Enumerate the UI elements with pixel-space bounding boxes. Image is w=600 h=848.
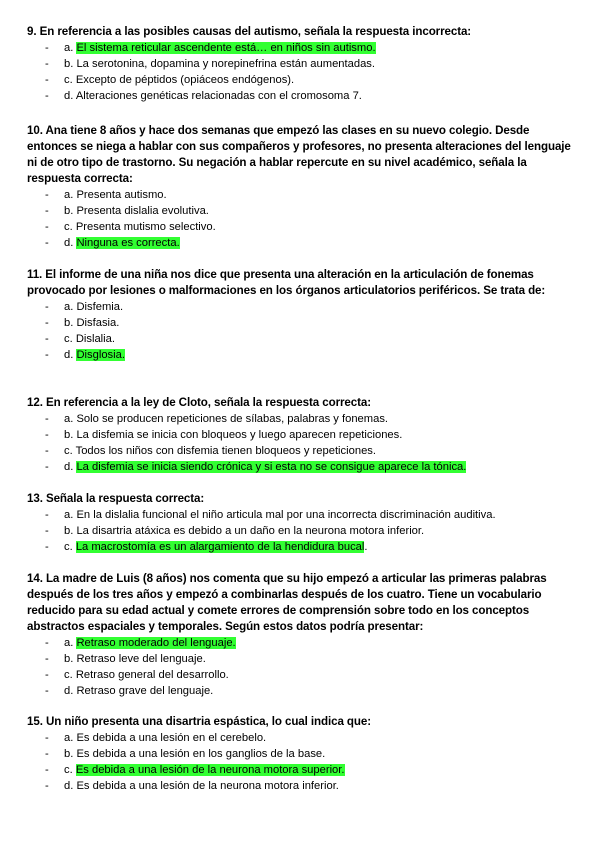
option-letter: c. bbox=[64, 445, 73, 457]
option-d bbox=[27, 235, 575, 251]
option-letter: a. bbox=[64, 189, 74, 201]
option-letter: b. bbox=[64, 653, 74, 665]
option-d bbox=[27, 459, 575, 475]
bullet-dash: - bbox=[45, 525, 49, 537]
option-a bbox=[27, 187, 575, 203]
option-a bbox=[27, 299, 575, 315]
question-stem: 10. Ana tiene 8 años y hace dos semanas que empezó las clases en su nuevo colegio. Desde entonces se niega a hablar con sus compañeros y profesores, no presenta alteraciones del lenguaje ni de otro tipo de trastorno. Su negación a hablar repercute en su nivel académico, señala la respuesta correcta: bbox=[27, 124, 571, 185]
bullet-dash: - bbox=[45, 317, 49, 329]
option-a bbox=[27, 730, 575, 746]
question-stem: 9. En referencia a las posibles causas del autismo, señala la respuesta incorrecta: bbox=[27, 25, 472, 38]
option-c bbox=[27, 762, 575, 778]
bullet-dash: - bbox=[45, 90, 49, 102]
bullet-dash: - bbox=[45, 429, 49, 441]
bullet-dash: - bbox=[45, 349, 49, 361]
option-letter: a. bbox=[64, 301, 74, 313]
option-text: Todos los niños con disfemia tienen bloqueos y repeticiones. bbox=[75, 445, 376, 457]
bullet-dash: - bbox=[45, 541, 49, 553]
bullet-dash: - bbox=[45, 732, 49, 744]
question-stem: 14. La madre de Luis (8 años) nos comenta que su hijo empezó a articular las primeras palabras después de los tres años y empezó a combinarlas después de los cuatro. Tiene un vocabulario reducido para su edad actual y comete errores de comprensión sobre todo en los conceptos abstractos espaciales y temporales. Según estos datos podría presentar: bbox=[27, 572, 547, 633]
option-text: Retraso leve del lenguaje. bbox=[76, 653, 206, 665]
option-d bbox=[27, 347, 575, 363]
option-text: La disfemia se inicia siendo crónica y si esta no se consigue aparece la tónica. bbox=[76, 461, 467, 473]
option-b bbox=[27, 523, 575, 539]
option-letter: c. bbox=[64, 333, 73, 345]
question-13 bbox=[27, 491, 575, 555]
bullet-dash: - bbox=[45, 780, 49, 792]
bullet-dash: - bbox=[45, 333, 49, 345]
question-stem: 11. El informe de una niña nos dice que presenta una alteración en la articulación de fonemas provocado por lesiones o malformaciones en los órganos articulatorios periféricos. Se trata de: bbox=[27, 268, 546, 297]
option-text: Ninguna es correcta. bbox=[76, 237, 180, 249]
options-list bbox=[27, 40, 575, 104]
bullet-dash: - bbox=[45, 685, 49, 697]
options-list bbox=[27, 411, 575, 475]
option-letter: b. bbox=[64, 205, 74, 217]
option-d bbox=[27, 683, 575, 699]
option-d bbox=[27, 88, 575, 104]
option-text: El sistema reticular ascendente está… en niños sin autismo. bbox=[76, 42, 376, 54]
option-letter: a. bbox=[64, 509, 74, 521]
option-b bbox=[27, 651, 575, 667]
bullet-dash: - bbox=[45, 764, 49, 776]
option-a bbox=[27, 507, 575, 523]
option-letter: a. bbox=[64, 637, 74, 649]
bullet-dash: - bbox=[45, 669, 49, 681]
option-letter: d. bbox=[64, 237, 74, 249]
option-text: Disfasia. bbox=[76, 317, 120, 329]
option-letter: a. bbox=[64, 732, 74, 744]
option-text: Dislalia. bbox=[75, 333, 115, 345]
option-a bbox=[27, 635, 575, 651]
question-15 bbox=[27, 714, 575, 794]
option-letter: b. bbox=[64, 429, 74, 441]
question-12 bbox=[27, 395, 575, 475]
option-letter: c. bbox=[64, 74, 73, 86]
option-letter: d. bbox=[64, 349, 74, 361]
option-suffix: . bbox=[364, 541, 368, 553]
options-list bbox=[27, 635, 575, 699]
option-letter: b. bbox=[64, 58, 74, 70]
option-text: La serotonina, dopamina y norepinefrina están aumentadas. bbox=[76, 58, 375, 70]
options-list bbox=[27, 299, 575, 363]
option-text: Excepto de péptidos (opiáceos endógenos). bbox=[75, 74, 295, 86]
option-text: Alteraciones genéticas relacionadas con el cromosoma 7. bbox=[75, 90, 362, 102]
option-letter: d. bbox=[64, 685, 74, 697]
option-a bbox=[27, 40, 575, 56]
options-list bbox=[27, 187, 575, 251]
question-stem: 15. Un niño presenta una disartria espástica, lo cual indica que: bbox=[27, 715, 371, 728]
option-a bbox=[27, 411, 575, 427]
bullet-dash: - bbox=[45, 653, 49, 665]
bullet-dash: - bbox=[45, 221, 49, 233]
option-letter: b. bbox=[64, 525, 74, 537]
option-letter: b. bbox=[64, 317, 74, 329]
option-text: Presenta dislalia evolutiva. bbox=[76, 205, 209, 217]
options-list bbox=[27, 507, 575, 555]
option-text: Es debida a una lesión de la neurona motora inferior. bbox=[76, 780, 339, 792]
options-list bbox=[27, 730, 575, 794]
bullet-dash: - bbox=[45, 74, 49, 86]
bullet-dash: - bbox=[45, 509, 49, 521]
question-stem: 13. Señala la respuesta correcta: bbox=[27, 492, 205, 505]
option-text: Retraso general del desarrollo. bbox=[75, 669, 229, 681]
option-text: Solo se producen repeticiones de sílabas, palabras y fonemas. bbox=[76, 413, 389, 425]
bullet-dash: - bbox=[45, 461, 49, 473]
option-text: La disfemia se inicia con bloqueos y luego aparecen repeticiones. bbox=[76, 429, 403, 441]
question-10 bbox=[27, 123, 575, 251]
option-text: En la dislalia funcional el niño articula mal por una incorrecta discriminación auditiva. bbox=[76, 509, 496, 521]
question-14 bbox=[27, 571, 575, 699]
option-text: Es debida a una lesión de la neurona motora superior. bbox=[75, 764, 345, 776]
bullet-dash: - bbox=[45, 42, 49, 54]
option-c bbox=[27, 72, 575, 88]
bullet-dash: - bbox=[45, 413, 49, 425]
bullet-dash: - bbox=[45, 301, 49, 313]
option-letter: b. bbox=[64, 748, 74, 760]
option-letter: a. bbox=[64, 413, 74, 425]
option-b bbox=[27, 315, 575, 331]
option-letter: a. bbox=[64, 42, 74, 54]
option-c bbox=[27, 667, 575, 683]
question-11 bbox=[27, 267, 575, 363]
option-text: Disglosia. bbox=[76, 349, 125, 361]
option-b bbox=[27, 203, 575, 219]
question-9 bbox=[27, 24, 575, 104]
option-d bbox=[27, 778, 575, 794]
option-text: Presenta autismo. bbox=[76, 189, 167, 201]
bullet-dash: - bbox=[45, 205, 49, 217]
option-c bbox=[27, 539, 575, 555]
bullet-dash: - bbox=[45, 748, 49, 760]
option-b bbox=[27, 56, 575, 72]
option-text: Retraso moderado del lenguaje. bbox=[76, 637, 236, 649]
bullet-dash: - bbox=[45, 237, 49, 249]
bullet-dash: - bbox=[45, 58, 49, 70]
question-stem: 12. En referencia a la ley de Cloto, señala la respuesta correcta: bbox=[27, 396, 371, 409]
option-text: La disartria atáxica es debido a un daño en la neurona motora inferior. bbox=[76, 525, 425, 537]
option-letter: d. bbox=[64, 461, 74, 473]
option-text: Retraso grave del lenguaje. bbox=[76, 685, 214, 697]
option-letter: c. bbox=[64, 541, 73, 553]
option-text: Presenta mutismo selectivo. bbox=[75, 221, 216, 233]
option-letter: d. bbox=[64, 780, 74, 792]
option-c bbox=[27, 331, 575, 347]
option-letter: c. bbox=[64, 669, 73, 681]
option-b bbox=[27, 427, 575, 443]
option-text: La macrostomía es un alargamiento de la hendidura bucal bbox=[75, 541, 365, 553]
option-text: Disfemia. bbox=[76, 301, 124, 313]
option-c bbox=[27, 219, 575, 235]
option-letter: c. bbox=[64, 764, 73, 776]
option-letter: d. bbox=[64, 90, 74, 102]
option-letter: c. bbox=[64, 221, 73, 233]
option-text: Es debida a una lesión en el cerebelo. bbox=[76, 732, 267, 744]
option-b bbox=[27, 746, 575, 762]
bullet-dash: - bbox=[45, 445, 49, 457]
bullet-dash: - bbox=[45, 637, 49, 649]
bullet-dash: - bbox=[45, 189, 49, 201]
option-c bbox=[27, 443, 575, 459]
option-text: Es debida a una lesión en los ganglios de la base. bbox=[76, 748, 326, 760]
